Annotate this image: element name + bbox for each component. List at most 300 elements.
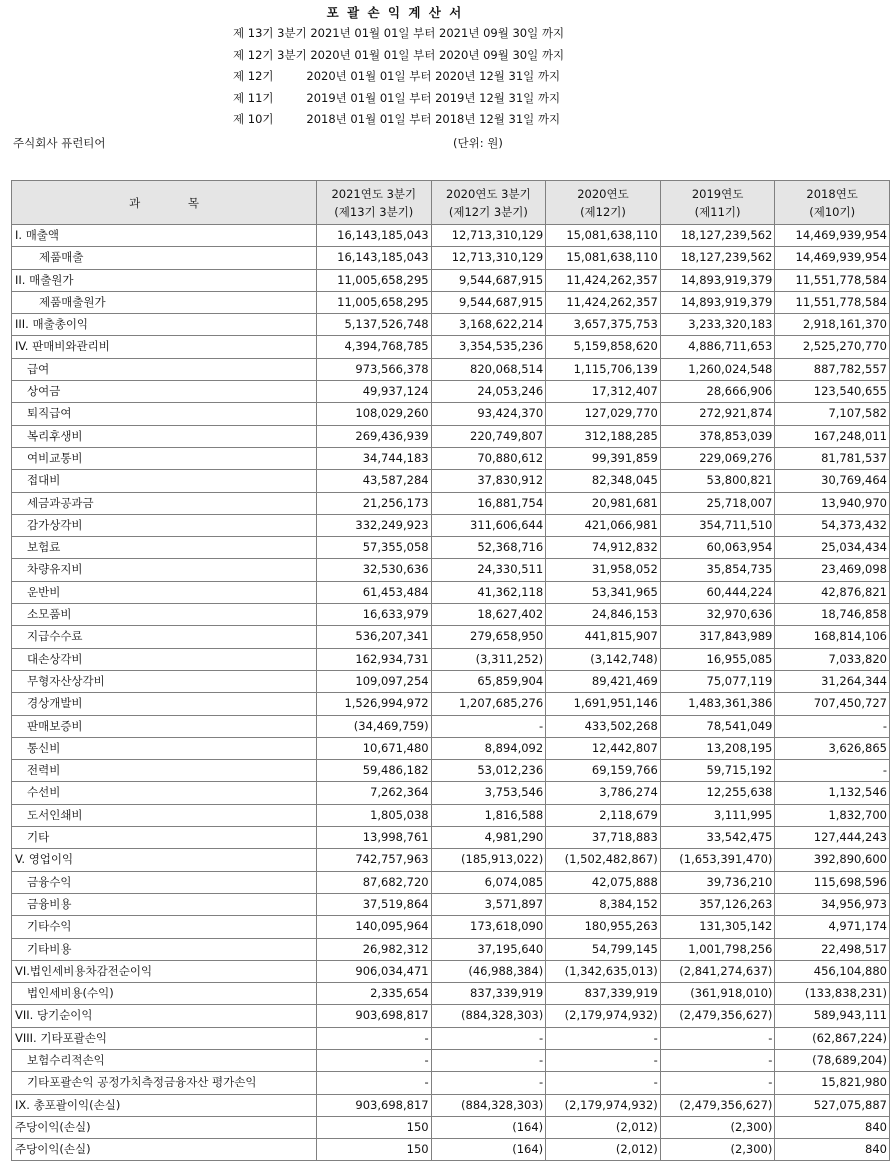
- table-row: [12, 693, 890, 715]
- amount-cell: 2,918,161,370: [775, 314, 890, 336]
- account-name-cell: IV. 판매비와관리비: [12, 336, 317, 358]
- account-name-cell: 보험수리적손익: [12, 1049, 317, 1071]
- amount-cell: 11,551,778,584: [775, 269, 890, 291]
- table-row: [12, 559, 890, 581]
- period-line: 제 12기 3분기 2020년 01월 01일 부터 2020년 09월 30일 까지: [233, 47, 565, 62]
- account-name-cell: 급여: [12, 358, 317, 380]
- amount-cell: 57,355,058: [317, 537, 432, 559]
- table-row: [12, 514, 890, 536]
- amount-cell: 903,698,817: [317, 1005, 432, 1027]
- amount-cell: (3,311,252): [431, 648, 546, 670]
- table-row: [12, 737, 890, 759]
- amount-cell: 59,715,192: [660, 760, 775, 782]
- table-row: [12, 1072, 890, 1094]
- amount-cell: 16,633,979: [317, 604, 432, 626]
- account-name-cell: VII. 당기순이익: [12, 1005, 317, 1027]
- amount-cell: (46,988,384): [431, 960, 546, 982]
- amount-cell: 837,339,919: [431, 983, 546, 1005]
- amount-cell: 60,063,954: [660, 537, 775, 559]
- amount-cell: -: [660, 1072, 775, 1094]
- table-row: [12, 358, 890, 380]
- account-name-cell: 대손상각비: [12, 648, 317, 670]
- amount-cell: 14,469,939,954: [775, 247, 890, 269]
- amount-cell: 4,981,290: [431, 827, 546, 849]
- amount-cell: 123,540,655: [775, 381, 890, 403]
- amount-cell: 32,530,636: [317, 559, 432, 581]
- amount-cell: 140,095,964: [317, 916, 432, 938]
- table-row: [12, 1116, 890, 1138]
- amount-cell: 173,618,090: [431, 916, 546, 938]
- amount-cell: 536,207,341: [317, 626, 432, 648]
- amount-cell: 99,391,859: [546, 447, 661, 469]
- table-row: [12, 626, 890, 648]
- amount-cell: (884,328,303): [431, 1005, 546, 1027]
- table-row: [12, 827, 890, 849]
- amount-cell: 10,671,480: [317, 737, 432, 759]
- table-row: [12, 916, 890, 938]
- amount-cell: 131,305,142: [660, 916, 775, 938]
- amount-cell: 820,068,514: [431, 358, 546, 380]
- amount-cell: (78,689,204): [775, 1049, 890, 1071]
- amount-cell: 31,264,344: [775, 670, 890, 692]
- amount-cell: (1,653,391,470): [660, 849, 775, 871]
- table-row: [12, 425, 890, 447]
- amount-cell: 34,744,183: [317, 447, 432, 469]
- amount-cell: 18,127,239,562: [660, 247, 775, 269]
- amount-cell: 7,033,820: [775, 648, 890, 670]
- table-row: [12, 604, 890, 626]
- amount-cell: 127,444,243: [775, 827, 890, 849]
- table-row: [12, 871, 890, 893]
- amount-cell: 14,469,939,954: [775, 225, 890, 247]
- amount-cell: 37,195,640: [431, 938, 546, 960]
- account-name-cell: 주당이익(손실): [12, 1116, 317, 1138]
- amount-cell: 742,757,963: [317, 849, 432, 871]
- amount-cell: 456,104,880: [775, 960, 890, 982]
- amount-cell: 16,881,754: [431, 492, 546, 514]
- amount-cell: 162,934,731: [317, 648, 432, 670]
- amount-cell: 18,627,402: [431, 604, 546, 626]
- amount-cell: 20,981,681: [546, 492, 661, 514]
- amount-cell: (361,918,010): [660, 983, 775, 1005]
- amount-cell: 5,137,526,748: [317, 314, 432, 336]
- amount-cell: 60,444,224: [660, 581, 775, 603]
- account-name-cell: 금융비용: [12, 893, 317, 915]
- account-name-cell: 전력비: [12, 760, 317, 782]
- table-row: [12, 648, 890, 670]
- table-row: [12, 537, 890, 559]
- amount-cell: 15,081,638,110: [546, 225, 661, 247]
- account-name-cell: 도서인쇄비: [12, 804, 317, 826]
- account-name-cell: 제품매출: [12, 247, 317, 269]
- amount-cell: 1,260,024,548: [660, 358, 775, 380]
- amount-cell: 37,519,864: [317, 893, 432, 915]
- amount-cell: 973,566,378: [317, 358, 432, 380]
- table-row: [12, 1094, 890, 1116]
- account-name-cell: VIII. 기타포괄손익: [12, 1027, 317, 1049]
- account-name-cell: I. 매출액: [12, 225, 317, 247]
- table-row: [12, 715, 890, 737]
- amount-cell: -: [660, 1049, 775, 1071]
- unit-label: (단위: 원): [453, 136, 503, 150]
- account-name-cell: 운반비: [12, 581, 317, 603]
- table-row: [12, 760, 890, 782]
- amount-cell: 16,143,185,043: [317, 225, 432, 247]
- account-name-cell: 상여금: [12, 381, 317, 403]
- amount-cell: 12,255,638: [660, 782, 775, 804]
- amount-cell: 1,207,685,276: [431, 693, 546, 715]
- account-name-cell: 판매보증비: [12, 715, 317, 737]
- amount-cell: 42,075,888: [546, 871, 661, 893]
- table-row: [12, 447, 890, 469]
- table-row: [12, 1005, 890, 1027]
- amount-cell: 11,005,658,295: [317, 269, 432, 291]
- table-row: [12, 670, 890, 692]
- amount-cell: 1,691,951,146: [546, 693, 661, 715]
- amount-cell: 2,335,654: [317, 983, 432, 1005]
- amount-cell: 357,126,263: [660, 893, 775, 915]
- amount-cell: 4,886,711,653: [660, 336, 775, 358]
- amount-cell: 28,666,906: [660, 381, 775, 403]
- amount-cell: 16,955,085: [660, 648, 775, 670]
- table-row: [12, 1049, 890, 1071]
- amount-cell: 17,312,407: [546, 381, 661, 403]
- amount-cell: 13,998,761: [317, 827, 432, 849]
- amount-cell: (2,179,974,932): [546, 1094, 661, 1116]
- amount-cell: -: [546, 1027, 661, 1049]
- amount-cell: 39,736,210: [660, 871, 775, 893]
- amount-cell: 109,097,254: [317, 670, 432, 692]
- amount-cell: (2,479,356,627): [660, 1005, 775, 1027]
- amount-cell: -: [660, 1027, 775, 1049]
- account-name-cell: VI.법인세비용차감전순이익: [12, 960, 317, 982]
- amount-cell: 906,034,471: [317, 960, 432, 982]
- amount-cell: 3,168,622,214: [431, 314, 546, 336]
- amount-cell: 11,551,778,584: [775, 291, 890, 313]
- amount-cell: 49,937,124: [317, 381, 432, 403]
- account-name-cell: 수선비: [12, 782, 317, 804]
- amount-cell: 24,846,153: [546, 604, 661, 626]
- amount-cell: (133,838,231): [775, 983, 890, 1005]
- amount-cell: (2,479,356,627): [660, 1094, 775, 1116]
- table-row: [12, 893, 890, 915]
- account-name-cell: 세금과공과금: [12, 492, 317, 514]
- amount-cell: 32,970,636: [660, 604, 775, 626]
- amount-cell: 53,012,236: [431, 760, 546, 782]
- amount-cell: 75,077,119: [660, 670, 775, 692]
- amount-cell: (2,300): [660, 1139, 775, 1161]
- amount-cell: 15,821,980: [775, 1072, 890, 1094]
- amount-cell: (2,300): [660, 1116, 775, 1138]
- amount-cell: 3,354,535,236: [431, 336, 546, 358]
- amount-cell: 3,786,274: [546, 782, 661, 804]
- company-name: 주식회사 퓨런티어: [13, 136, 106, 150]
- amount-cell: 7,107,582: [775, 403, 890, 425]
- amount-cell: 312,188,285: [546, 425, 661, 447]
- table-row: [12, 581, 890, 603]
- table-row: [12, 470, 890, 492]
- amount-cell: 433,502,268: [546, 715, 661, 737]
- amount-cell: 229,069,276: [660, 447, 775, 469]
- amount-cell: 14,893,919,379: [660, 269, 775, 291]
- amount-cell: 89,421,469: [546, 670, 661, 692]
- table-row: [12, 336, 890, 358]
- amount-cell: 23,469,098: [775, 559, 890, 581]
- amount-cell: 11,424,262,357: [546, 291, 661, 313]
- table-row: [12, 849, 890, 871]
- table-row: [12, 983, 890, 1005]
- table-row: [12, 225, 890, 247]
- amount-cell: 311,606,644: [431, 514, 546, 536]
- period-line: 제 11기 2019년 01월 01일 부터 2019년 12월 31일 까지: [233, 90, 561, 105]
- account-name-cell: 통신비: [12, 737, 317, 759]
- amount-cell: 1,526,994,972: [317, 693, 432, 715]
- subject-header: 과 목: [12, 181, 317, 225]
- period-line: 제 10기 2018년 01월 01일 부터 2018년 12월 31일 까지: [233, 112, 561, 126]
- period-list: [233, 23, 564, 131]
- amount-cell: 150: [317, 1139, 432, 1161]
- amount-cell: 21,256,173: [317, 492, 432, 514]
- account-name-cell: 차량유지비: [12, 559, 317, 581]
- amount-cell: (1,342,635,013): [546, 960, 661, 982]
- amount-cell: 53,341,965: [546, 581, 661, 603]
- amount-cell: 69,159,766: [546, 760, 661, 782]
- amount-cell: 24,330,511: [431, 559, 546, 581]
- amount-cell: 25,718,007: [660, 492, 775, 514]
- amount-cell: -: [775, 760, 890, 782]
- account-name-cell: 법인세비용(수익): [12, 983, 317, 1005]
- account-name-cell: 기타수익: [12, 916, 317, 938]
- amount-cell: (62,867,224): [775, 1027, 890, 1049]
- amount-cell: 392,890,600: [775, 849, 890, 871]
- amount-cell: 707,450,727: [775, 693, 890, 715]
- account-name-cell: 제품매출원가: [12, 291, 317, 313]
- amount-cell: 12,713,310,129: [431, 225, 546, 247]
- amount-cell: 354,711,510: [660, 514, 775, 536]
- amount-cell: 840: [775, 1139, 890, 1161]
- amount-cell: 52,368,716: [431, 537, 546, 559]
- account-name-cell: 무형자산상각비: [12, 670, 317, 692]
- table-row: [12, 804, 890, 826]
- amount-cell: 14,893,919,379: [660, 291, 775, 313]
- amount-cell: 82,348,045: [546, 470, 661, 492]
- amount-cell: 5,159,858,620: [546, 336, 661, 358]
- account-name-cell: 금융수익: [12, 871, 317, 893]
- account-name-cell: 복리후생비: [12, 425, 317, 447]
- amount-cell: 59,486,182: [317, 760, 432, 782]
- amount-cell: 54,799,145: [546, 938, 661, 960]
- amount-cell: (164): [431, 1116, 546, 1138]
- amount-cell: 903,698,817: [317, 1094, 432, 1116]
- account-name-cell: 경상개발비: [12, 693, 317, 715]
- amount-cell: 332,249,923: [317, 514, 432, 536]
- amount-cell: (2,841,274,637): [660, 960, 775, 982]
- amount-cell: 4,971,174: [775, 916, 890, 938]
- amount-cell: 37,718,883: [546, 827, 661, 849]
- amount-cell: 53,800,821: [660, 470, 775, 492]
- amount-cell: 87,682,720: [317, 871, 432, 893]
- amount-cell: 74,912,832: [546, 537, 661, 559]
- amount-cell: 378,853,039: [660, 425, 775, 447]
- table-row: [12, 1027, 890, 1049]
- amount-cell: 41,362,118: [431, 581, 546, 603]
- amount-cell: 272,921,874: [660, 403, 775, 425]
- amount-cell: 279,658,950: [431, 626, 546, 648]
- amount-cell: 441,815,907: [546, 626, 661, 648]
- account-name-cell: 기타포괄손익 공정가치측정금융자산 평가손익: [12, 1072, 317, 1094]
- amount-cell: -: [775, 715, 890, 737]
- amount-cell: 1,115,706,139: [546, 358, 661, 380]
- amount-cell: 1,832,700: [775, 804, 890, 826]
- amount-cell: 16,143,185,043: [317, 247, 432, 269]
- amount-cell: 108,029,260: [317, 403, 432, 425]
- amount-cell: 22,498,517: [775, 938, 890, 960]
- amount-cell: 81,781,537: [775, 447, 890, 469]
- account-name-cell: 퇴직급여: [12, 403, 317, 425]
- column-header: 2018연도 (제10기): [775, 181, 890, 225]
- income-statement-table: [11, 180, 890, 1161]
- account-name-cell: V. 영업이익: [12, 849, 317, 871]
- table-row: [12, 381, 890, 403]
- amount-cell: 54,373,432: [775, 514, 890, 536]
- table-row: [12, 492, 890, 514]
- amount-cell: 9,544,687,915: [431, 269, 546, 291]
- account-name-cell: 감가상각비: [12, 514, 317, 536]
- amount-cell: 25,034,434: [775, 537, 890, 559]
- amount-cell: 8,384,152: [546, 893, 661, 915]
- amount-cell: 840: [775, 1116, 890, 1138]
- document-title: 포 괄 손 익 계 산 서: [326, 5, 464, 20]
- amount-cell: 220,749,807: [431, 425, 546, 447]
- account-name-cell: III. 매출총이익: [12, 314, 317, 336]
- amount-cell: 168,814,106: [775, 626, 890, 648]
- amount-cell: -: [546, 1049, 661, 1071]
- amount-cell: -: [317, 1072, 432, 1094]
- table-header-row: [12, 181, 890, 225]
- amount-cell: 3,753,546: [431, 782, 546, 804]
- amount-cell: 269,436,939: [317, 425, 432, 447]
- amount-cell: 12,442,807: [546, 737, 661, 759]
- amount-cell: 1,132,546: [775, 782, 890, 804]
- amount-cell: 34,956,973: [775, 893, 890, 915]
- account-name-cell: 지급수수료: [12, 626, 317, 648]
- account-name-cell: 기타: [12, 827, 317, 849]
- account-name-cell: IX. 총포괄이익(손실): [12, 1094, 317, 1116]
- amount-cell: 31,958,052: [546, 559, 661, 581]
- amount-cell: 1,001,798,256: [660, 938, 775, 960]
- column-header: 2020연도 3분기 (제12기 3분기): [431, 181, 546, 225]
- amount-cell: 317,843,989: [660, 626, 775, 648]
- amount-cell: 3,233,320,183: [660, 314, 775, 336]
- amount-cell: -: [546, 1072, 661, 1094]
- amount-cell: 3,571,897: [431, 893, 546, 915]
- table-row: [12, 247, 890, 269]
- amount-cell: 65,859,904: [431, 670, 546, 692]
- amount-cell: 61,453,484: [317, 581, 432, 603]
- amount-cell: 18,127,239,562: [660, 225, 775, 247]
- amount-cell: -: [431, 1049, 546, 1071]
- amount-cell: 78,541,049: [660, 715, 775, 737]
- amount-cell: (164): [431, 1139, 546, 1161]
- amount-cell: 7,262,364: [317, 782, 432, 804]
- amount-cell: 26,982,312: [317, 938, 432, 960]
- amount-cell: 8,894,092: [431, 737, 546, 759]
- account-name-cell: 여비교통비: [12, 447, 317, 469]
- account-name-cell: 보험료: [12, 537, 317, 559]
- amount-cell: 30,769,464: [775, 470, 890, 492]
- amount-cell: 3,626,865: [775, 737, 890, 759]
- column-header: 2020연도 (제12기): [546, 181, 661, 225]
- amount-cell: 43,587,284: [317, 470, 432, 492]
- amount-cell: (2,179,974,932): [546, 1005, 661, 1027]
- amount-cell: 13,208,195: [660, 737, 775, 759]
- amount-cell: 18,746,858: [775, 604, 890, 626]
- amount-cell: -: [317, 1049, 432, 1071]
- column-header: 2021연도 3분기 (제13기 3분기): [317, 181, 432, 225]
- amount-cell: 93,424,370: [431, 403, 546, 425]
- amount-cell: 2,525,270,770: [775, 336, 890, 358]
- table-row: [12, 314, 890, 336]
- column-header: 2019연도 (제11기): [660, 181, 775, 225]
- amount-cell: 2,118,679: [546, 804, 661, 826]
- account-name-cell: 기타비용: [12, 938, 317, 960]
- account-name-cell: II. 매출원가: [12, 269, 317, 291]
- table-row: [12, 938, 890, 960]
- table-row: [12, 403, 890, 425]
- amount-cell: 589,943,111: [775, 1005, 890, 1027]
- account-name-cell: 주당이익(손실): [12, 1139, 317, 1161]
- amount-cell: 37,830,912: [431, 470, 546, 492]
- amount-cell: 1,816,588: [431, 804, 546, 826]
- period-line: 제 12기 2020년 01월 01일 부터 2020년 12월 31일 까지: [233, 69, 561, 83]
- amount-cell: 35,854,735: [660, 559, 775, 581]
- table-row: [12, 1139, 890, 1161]
- amount-cell: 167,248,011: [775, 425, 890, 447]
- amount-cell: 9,544,687,915: [431, 291, 546, 313]
- amount-cell: 70,880,612: [431, 447, 546, 469]
- amount-cell: 15,081,638,110: [546, 247, 661, 269]
- table-row: [12, 782, 890, 804]
- amount-cell: (1,502,482,867): [546, 849, 661, 871]
- period-line: 제 13기 3분기 2021년 01월 01일 부터 2021년 09월 30일 까지: [233, 26, 565, 40]
- amount-cell: 24,053,246: [431, 381, 546, 403]
- amount-cell: 4,394,768,785: [317, 336, 432, 358]
- amount-cell: 115,698,596: [775, 871, 890, 893]
- amount-cell: 887,782,557: [775, 358, 890, 380]
- amount-cell: (2,012): [546, 1139, 661, 1161]
- amount-cell: 11,005,658,295: [317, 291, 432, 313]
- amount-cell: 180,955,263: [546, 916, 661, 938]
- amount-cell: 127,029,770: [546, 403, 661, 425]
- amount-cell: (2,012): [546, 1116, 661, 1138]
- amount-cell: -: [431, 715, 546, 737]
- amount-cell: 1,805,038: [317, 804, 432, 826]
- amount-cell: (884,328,303): [431, 1094, 546, 1116]
- table-row: [12, 269, 890, 291]
- amount-cell: 13,940,970: [775, 492, 890, 514]
- amount-cell: 11,424,262,357: [546, 269, 661, 291]
- amount-cell: 1,483,361,386: [660, 693, 775, 715]
- table-row: [12, 291, 890, 313]
- amount-cell: 3,111,995: [660, 804, 775, 826]
- amount-cell: 3,657,375,753: [546, 314, 661, 336]
- amount-cell: -: [431, 1027, 546, 1049]
- amount-cell: (34,469,759): [317, 715, 432, 737]
- amount-cell: 150: [317, 1116, 432, 1138]
- amount-cell: 42,876,821: [775, 581, 890, 603]
- amount-cell: -: [431, 1072, 546, 1094]
- amount-cell: 33,542,475: [660, 827, 775, 849]
